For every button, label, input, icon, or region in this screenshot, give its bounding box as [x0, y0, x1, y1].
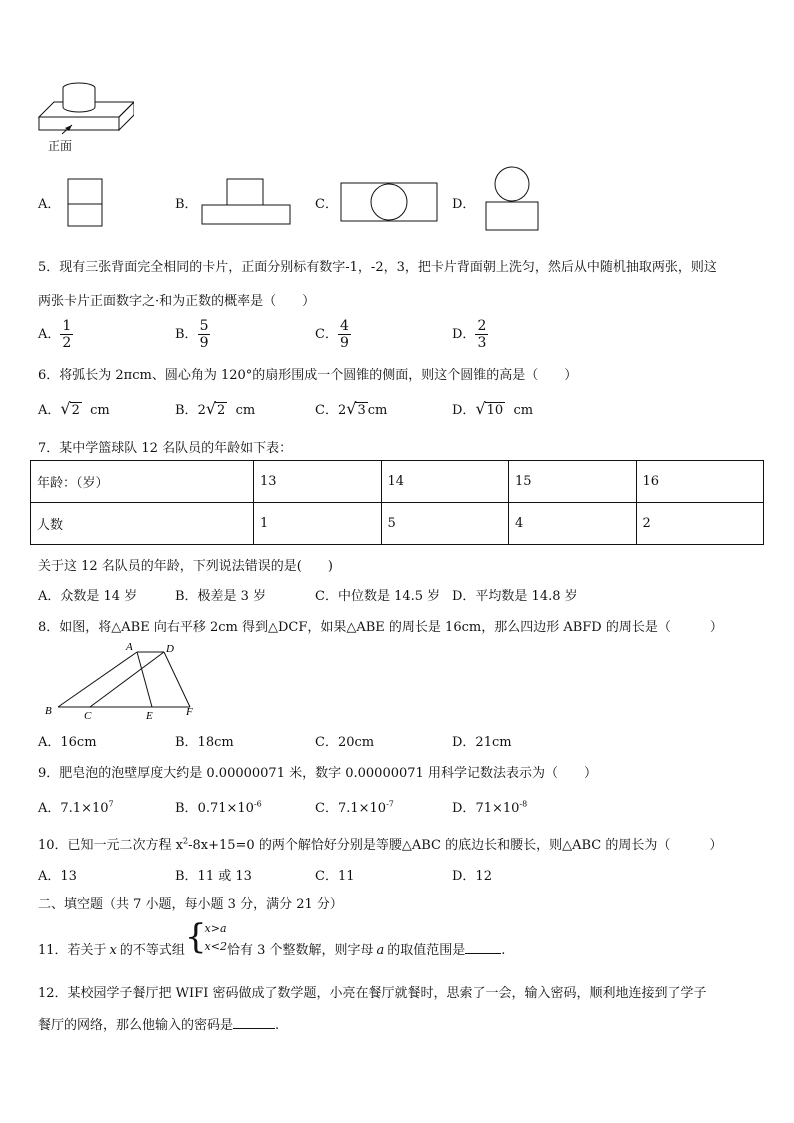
table-cell: 14 — [381, 461, 509, 503]
point-label-f: F — [186, 706, 193, 718]
q10-option-b[interactable]: B．11 或 13 — [175, 869, 252, 884]
section-heading: 二、填空题（共 7 小题，每小题 3 分，满分 21 分） — [38, 897, 343, 912]
q10-option-d[interactable]: D．12 — [452, 869, 492, 884]
q12-text-line2: 餐厅的网络，那么他输入的密码是 . — [38, 1018, 280, 1033]
q11-text: 11．若关于 x 的不等式组{ x>a x<2 恰有 3 个整数解，则字母 a 的取值范围是 . — [38, 917, 506, 958]
table-cell: 2 — [636, 503, 764, 545]
q4-option-a-label[interactable]: A． — [38, 197, 61, 212]
table-row — [31, 503, 764, 545]
point-label-c: C — [84, 710, 92, 722]
q4-option-a-figure — [66, 178, 104, 228]
q4-option-b-figure — [200, 178, 294, 228]
q7-option-d[interactable]: D．平均数是 14.8 岁 — [452, 589, 578, 604]
q10-option-a[interactable]: A．13 — [38, 869, 77, 884]
table-cell: 5 — [381, 503, 509, 545]
q9-text: 9．肥皂泡的泡壁厚度大约是 0.00000071 米，数字 0.00000071 用科学记数法表示为（ ） — [38, 766, 597, 781]
q9-option-b[interactable]: B．$0.71\times 10^{-6}$ — [175, 799, 262, 816]
table-cell: 15 — [509, 461, 637, 503]
q10-option-c[interactable]: C．11 — [315, 869, 355, 884]
q4-option-d-figure — [482, 164, 542, 234]
q12-text-line1: 12．某校园学子餐厅把 WIFI 密码做成了数学题，小亮在餐厅就餐时，思索了一会，输入密码，顺利地连接到了学子 — [38, 986, 707, 1001]
q7-question: 关于这 12 名队员的年龄，下列说法错误的是( ) — [38, 559, 333, 574]
q5-text-line1: 5．现有三张背面完全相同的卡片，正面分别标有数字-1，-2，3，把卡片背面朝上洗匀，然后从中随机抽取两张，则这 — [38, 260, 717, 275]
q7-text: 7．某中学篮球队 12 名队员的年龄如下表： — [38, 441, 293, 456]
q9-option-c[interactable]: C．$7.1\times 10^{-7}$ — [315, 799, 394, 816]
q8-option-d[interactable]: D．21cm — [452, 735, 512, 750]
table-cell: 年龄：（岁） — [31, 461, 254, 503]
q6-option-c[interactable]: C．2√3 cm — [315, 399, 388, 418]
q4-option-b-label[interactable]: B． — [175, 197, 198, 212]
q6-text: 6．将弧长为 2πcm、圆心角为 120°的扇形围成一个圆锥的侧面，则这个圆锥的高是（ ） — [38, 368, 578, 383]
table-row — [31, 461, 764, 503]
q7-option-c[interactable]: C．中位数是 14.5 岁 — [315, 589, 441, 604]
q7-option-b[interactable]: B．极差是 3 岁 — [175, 589, 267, 604]
table-cell: 人数 — [31, 503, 254, 545]
q6-option-d[interactable]: D．√10 cm — [452, 399, 534, 418]
front-label: 正面 — [48, 139, 73, 153]
age-table — [30, 460, 764, 545]
point-label-e: E — [146, 710, 153, 722]
q9-option-a[interactable]: A．$7.1\times 10^7$ — [38, 799, 114, 816]
q8-option-c[interactable]: C．20cm — [315, 735, 375, 750]
q4-option-c-label[interactable]: C． — [315, 197, 338, 212]
point-label-b: B — [45, 705, 52, 717]
q5-option-d[interactable]: D． $\frac{2}{3}$ — [452, 318, 487, 351]
table-cell: 16 — [636, 461, 764, 503]
q7-option-a[interactable]: A．众数是 14 岁 — [38, 589, 138, 604]
point-label-a: A — [126, 641, 133, 653]
table-cell: 1 — [254, 503, 382, 545]
q5-option-c[interactable]: C． $\frac{4}{9}$ — [315, 318, 349, 351]
q8-option-b[interactable]: B．18cm — [175, 735, 234, 750]
q5-option-a[interactable]: A． $\frac{1}{2}$ — [38, 318, 72, 351]
q8-text: 8．如图，将△ABE 向右平移 2cm 得到△DCF，如果△ABE 的周长是 16cm，那么四边形 ABFD 的周长是（ ） — [38, 620, 723, 635]
q6-option-a[interactable]: A．√2 cm — [38, 399, 110, 418]
answer-blank[interactable] — [465, 953, 501, 954]
q9-option-d[interactable]: D．$71\times 10^{-8}$ — [452, 799, 528, 816]
answer-blank[interactable] — [233, 1028, 275, 1029]
q5-text-line2: 两张卡片正面数字之·和为正数的概率是（ ） — [38, 294, 316, 309]
table-cell: 4 — [509, 503, 637, 545]
q8-option-a[interactable]: A．16cm — [38, 735, 97, 750]
q6-option-b[interactable]: B．2√2 cm — [175, 399, 256, 418]
q10-text: 10．已知一元二次方程 $x^2-8x+15=0$ 的两个解恰好分别是等腰△ABC 的底边长和腰长，则△ABC 的周长为（ ） — [38, 836, 723, 853]
q8-figure — [40, 638, 210, 724]
q4-option-c-figure — [340, 180, 440, 224]
q4-option-d-label[interactable]: D． — [452, 197, 476, 212]
inequality-system: { x>a x<2 — [184, 917, 227, 957]
table-cell: 13 — [254, 461, 382, 503]
q5-option-b[interactable]: B． $\frac{5}{9}$ — [175, 318, 209, 351]
point-label-d: D — [166, 643, 174, 655]
